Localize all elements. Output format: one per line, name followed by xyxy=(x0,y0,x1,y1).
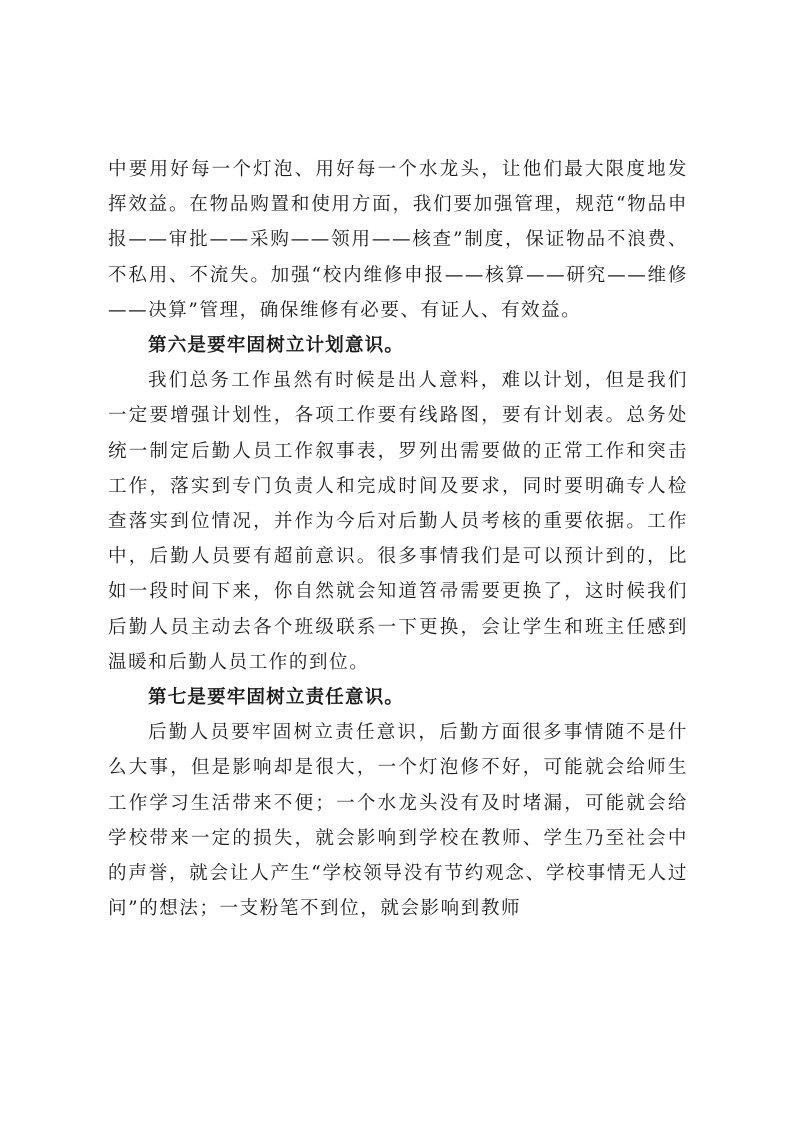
paragraph-responsibility-awareness: 后勤人员要牢固树立责任意识，后勤方面很多事情随不是什么大事，但是影响却是很大，一个灯泡修不好，可能就会给师生工作学习生活带来不便；一个水龙头没有及时堵漏，可能就会给学校带来一定的损失，就会影响到学校在教师、学生乃至社会中的声誉，就会让人产生“学校领导没有节约观念、学校事情无人过问”的想法；一支粉笔不到位，就会影响到教师 xyxy=(108,722,688,920)
heading-responsibility-awareness: 第七是要牢固树立责任意识。 xyxy=(148,687,405,709)
heading-planning-awareness: 第六是要牢固树立计划意识。 xyxy=(148,335,405,357)
paragraph-maintenance-management: 中要用好每一个灯泡、用好每一个水龙头，让他们最大限度地发挥效益。在物品购置和使用方面，我们要加强管理，规范“物品申报——审批——采购——领用——核查”制度，保证物品不浪费、不私用、不流失。加强“校内维修申报——核算——研究——维修——决算”管理，确保维修有必要、有证人、有效益。 xyxy=(108,159,688,321)
document-body xyxy=(108,152,688,926)
paragraph-planning-awareness: 我们总务工作虽然有时候是出人意料，难以计划，但是我们一定要增强计划性，各项工作要有线路图，要有计划表。总务处统一制定后勤人员工作叙事表，罗列出需要做的正常工作和突击工作，落实到专门负责人和完成时间及要求，同时要明确专人检查落实到位情况，并作为今后对后勤人员考核的重要依据。工作中，后勤人员要有超前意识。很多事情我们是可以预计到的，比如一段时间下来，你自然就会知道笤帚需要更换了，这时候我们后勤人员主动去各个班级联系一下更换，会让学生和班主任感到温暖和后勤人员工作的到位。 xyxy=(108,370,688,673)
